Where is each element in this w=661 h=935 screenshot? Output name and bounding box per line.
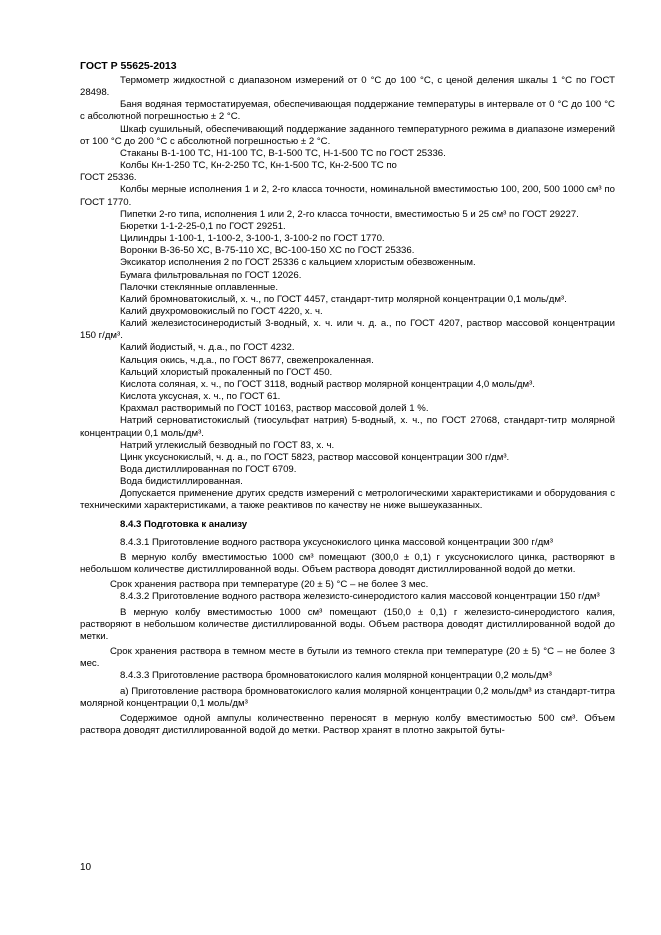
paragraph: Цилиндры 1-100-1, 1-100-2, 3-100-1, 3-100-2 по ГОСТ 1770. bbox=[120, 233, 385, 245]
paragraph: Калий йодистый, ч. д.а., по ГОСТ 4232. bbox=[120, 342, 295, 354]
paragraph: Калий двухромовокислый по ГОСТ 4220, х. ч. bbox=[120, 305, 323, 317]
paragraph: Срок хранения раствора в темном месте в бутыли из темного стекла при температуре (20 ± 5) °С – не более 3 мес. bbox=[80, 646, 615, 670]
paragraph: Кислота соляная, х. ч., по ГОСТ 3118, водный раствор молярной концентрации 4,0 моль/дм³. bbox=[120, 378, 535, 390]
paragraph: Пипетки 2-го типа, исполнения 1 или 2, 2-го класса точности, вместимостью 5 и 25 см³ по ГОСТ 29227. bbox=[120, 208, 579, 220]
section-heading: 8.4.3 Подготовка к анализу bbox=[120, 518, 248, 530]
paragraph: Вода дистиллированная по ГОСТ 6709. bbox=[120, 464, 297, 475]
paragraph: Палочки стеклянные оплавленные. bbox=[120, 281, 279, 293]
paragraph: Вода бидистиллированная. bbox=[120, 476, 243, 488]
page-number: 10 bbox=[80, 862, 92, 873]
paragraph: Кислота уксусная, х. ч., по ГОСТ 61. bbox=[120, 391, 281, 403]
paragraph: Колбы мерные исполнения 1 и 2, 2-го класса точности, номинальной вместимостью 100, 200, 500 1000 см³ по ГОСТ 1770. bbox=[80, 184, 615, 208]
paragraph: Шкаф сушильный, обеспечивающий поддержание заданного температурного режима в диапазоне измерений от 100 °С до 200 °С с абсолютной погрешностью ± 2 °С. bbox=[80, 123, 615, 147]
paragraph: Кальций хлористый прокаленный по ГОСТ 450. bbox=[120, 366, 333, 378]
paragraph: Натрий серноватистокислый (тиосульфат натрия) 5-водный, х. ч., по ГОСТ 27068, стандарт-титр молярной концентрации 0,1 моль/дм³. bbox=[80, 415, 615, 439]
paragraph: Калий бромноватокислый, х. ч., по ГОСТ 4457, стандарт-титр молярной концентрации 0,1 моль/дм³. bbox=[120, 293, 567, 305]
paragraph: Содержимое одной ампулы количественно переносят в мерную колбу вместимостью 500 см³. Объем раствора доводят дистиллированной водой до метки. Раствор хранят в плотно закрытой буты- bbox=[80, 712, 615, 736]
paragraph: Воронки В-36-50 ХС, В-75-110 ХС, ВС-100-150 ХС по ГОСТ 25336. bbox=[120, 245, 415, 257]
paragraph: Эксикатор исполнения 2 по ГОСТ 25336 с кальцием хлористым обезвоженным. bbox=[120, 257, 476, 269]
paragraph: В мерную колбу вместимостью 1000 см³ помещают (300,0 ± 0,1) г уксуснокислого цинка, растворяют в небольшом количестве дистиллированной воды. Объем раствора доводят дистиллированной водой до метки. bbox=[80, 551, 615, 576]
paragraph: Колбы Кн-1-250 ТС, Кн-2-250 ТС, Кн-1-500 ТС, Кн-2-500 ТС по bbox=[120, 160, 397, 172]
paragraph: В мерную колбу вместимостью 1000 см³ помещают (150,0 ± 0,1) г железисто-синеродистого калия, растворяют в небольшом количестве дистиллированной воды. Объем раствора доводят дистиллированной водой до метки. bbox=[80, 606, 615, 642]
paragraph: Кальция окись, ч.д.а., по ГОСТ 8677, свежепрокаленная. bbox=[120, 354, 374, 366]
paragraph: Натрий углекислый безводный по ГОСТ 83, х. ч. bbox=[120, 439, 335, 451]
paragraph: Калий железистосинеродистый 3-водный, х. ч. или ч. д. а., по ГОСТ 4207, раствор массовой концентрации 150 г/дм³. bbox=[80, 318, 615, 342]
paragraph: Бумага фильтровальная по ГОСТ 12026. bbox=[120, 269, 302, 281]
paragraph: 8.4.3.3 Приготовление раствора бромноватокислого калия молярной концентрации 0,2 моль/дм³ bbox=[120, 670, 552, 682]
document-header: ГОСТ Р 55625-2013 bbox=[80, 60, 177, 72]
paragraph: ГОСТ 25336. bbox=[80, 172, 137, 184]
paragraph: Крахмал растворимый по ГОСТ 10163, раствор массовой долей 1 %. bbox=[120, 403, 429, 415]
paragraph: 8.4.3.1 Приготовление водного раствора уксуснокислого цинка массовой концентрации 300 г/дм³ bbox=[120, 536, 553, 548]
paragraph: Термометр жидкостной с диапазоном измерений от 0 °С до 100 °С, с ценой деления шкалы 1 °С по ГОСТ 28498. bbox=[80, 75, 615, 99]
paragraph: Срок хранения раствора при температуре (20 ± 5) °С – не более 3 мес. bbox=[110, 579, 429, 591]
paragraph: Допускается применение других средств измерений с метрологическими характеристиками и оборудования с техническими характеристиками, а также реактивов по качеству не ниже вышеуказанных. bbox=[80, 488, 615, 512]
paragraph: Цинк уксуснокислый, ч. д. а., по ГОСТ 5823, раствор массовой концентрации 300 г/дм³. bbox=[120, 451, 510, 463]
paragraph: Бюретки 1-1-2-25-0,1 по ГОСТ 29251. bbox=[120, 220, 286, 232]
document-body bbox=[80, 75, 615, 737]
paragraph: Баня водяная термостатируемая, обеспечивающая поддержание температуры в интервале от 0 °С до 100 °С с абсолютной погрешностью ± 2 °С. bbox=[80, 99, 615, 123]
paragraph: Стаканы В-1-100 ТС, Н1-100 ТС, В-1-500 ТС, Н-1-500 ТС по ГОСТ 25336. bbox=[120, 147, 446, 159]
paragraph: 8.4.3.2 Приготовление водного раствора железисто-синеродистого калия массовой концентрации 150 г/дм³ bbox=[120, 591, 600, 603]
paragraph: а) Приготовление раствора бромноватокислого калия молярной концентрации 0,2 моль/дм³ из стандарт-титра молярной концентрации 0,1 моль/дм³ bbox=[80, 685, 615, 709]
